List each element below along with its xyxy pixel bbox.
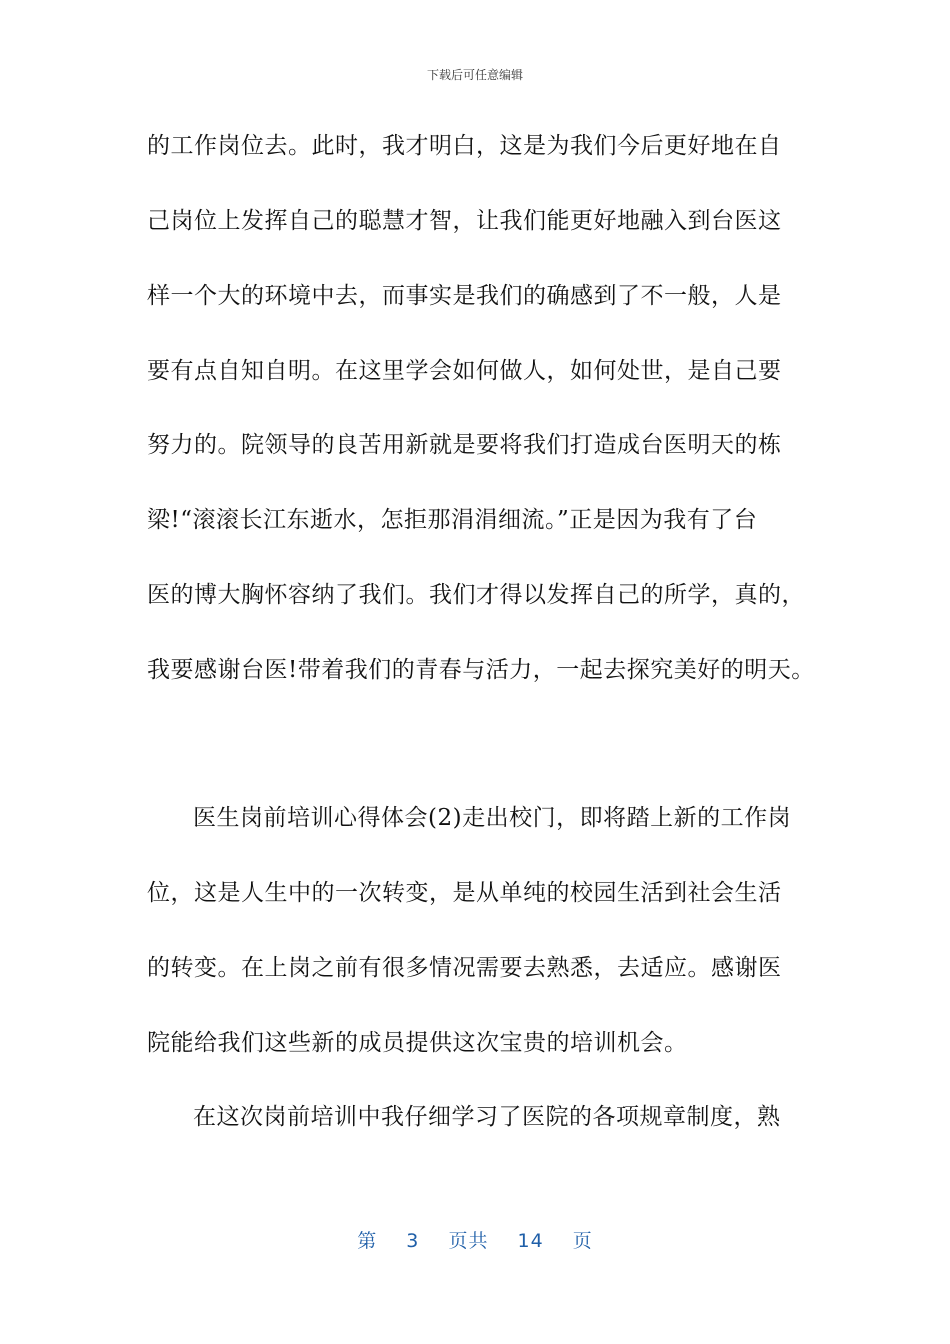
text-line: 我要感谢台医!带着我们的青春与活力，一起去探究美好的明天。 — [147, 657, 815, 683]
text-line: 医生岗前培训心得体会(2)走出校门，即将踏上新的工作岗 — [193, 805, 792, 831]
text-line: 样一个大的环境中去，而事实是我们的确感到了不一般，人是 — [147, 283, 782, 309]
total-pages: 14 — [517, 1230, 544, 1252]
footer-middle: 页共 — [448, 1230, 489, 1252]
page-header: 下载后可任意编辑 — [426, 68, 523, 82]
text-line: 医的博大胸怀容纳了我们。我们才得以发挥自己的所学，真的， — [147, 582, 805, 608]
page-number: 3 — [406, 1230, 420, 1252]
text-line: 位，这是人生中的一次转变，是从单纯的校园生活到社会生活 — [147, 880, 782, 906]
text-line: 努力的。院领导的良苦用新就是要将我们打造成台医明天的栋 — [147, 432, 782, 458]
text-line: 院能给我们这些新的成员提供这次宝贵的培训机会。 — [147, 1030, 688, 1056]
text-line: 的工作岗位去。此时，我才明白，这是为我们今后更好地在自 — [147, 133, 782, 159]
text-line: 要有点自知自明。在这里学会如何做人，如何处世，是自己要 — [147, 358, 782, 384]
text-line: 己岗位上发挥自己的聪慧才智，让我们能更好地融入到台医这 — [147, 208, 782, 234]
footer-suffix: 页 — [572, 1230, 593, 1252]
text-line: 的转变。在上岗之前有很多情况需要去熟悉，去适应。感谢医 — [147, 955, 782, 981]
page-footer — [0, 1226, 950, 1253]
text-line: 梁!“滚滚长江东逝水，怎拒那涓涓细流。”正是因为我有了台 — [147, 507, 758, 533]
footer-prefix: 第 — [357, 1230, 378, 1252]
text-line: 在这次岗前培训中我仔细学习了医院的各项规章制度，熟 — [193, 1104, 781, 1130]
